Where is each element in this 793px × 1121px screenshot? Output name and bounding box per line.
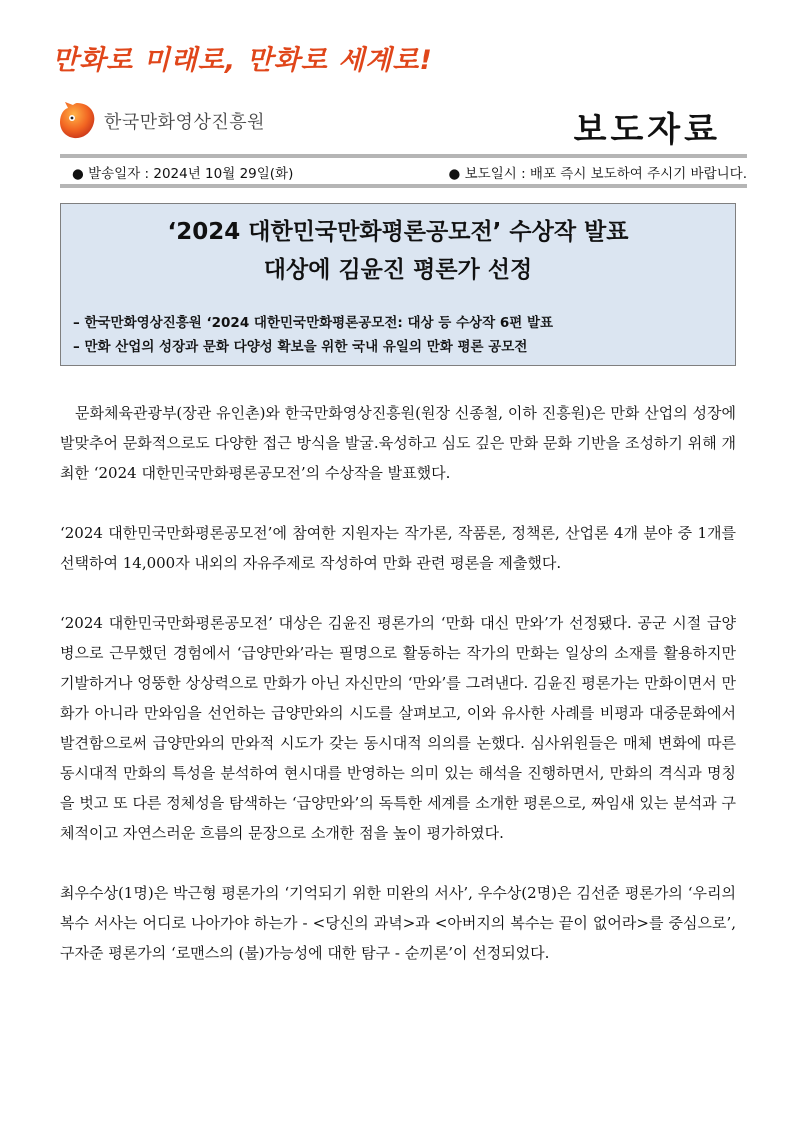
paragraph-1: 문화체육관광부(장관 유인촌)와 한국만화영상진흥원(원장 신종철, 이하 진흥원)은 만화 산업의 성장에 발맞추어 문화적으로도 다양한 접근 방식을 발굴․육성하고 심도 깊은 만화 문화 기반을 조성하기 위해 개최한 ‘2024 대한민국만화평론공모전’의 수상작을 발표했다. bbox=[60, 404, 736, 482]
release-item: ● 보도일시 : 배포 즉시 보도하여 주시기 바랍니다. bbox=[448, 166, 747, 182]
issue-date: 발송일자 : 2024년 10월 29일(화) bbox=[88, 166, 294, 182]
paragraph-4: 최우수상(1명)은 박근형 평론가의 ‘기억되기 위한 미완의 서사’, 우수상(2명)은 김선준 평론가의 ‘우리의 복수 서사는 어디로 나아가야 하는가 - <당신의 과녁>과 <아버지의 복수는 끝이 없어라>를 중심으로’, 구자준 평론가의 ‘로맨스의 (불)가능성에 대한 탐구 - 순끼론’이 선정되었다. bbox=[60, 884, 736, 962]
paragraph-2: ‘2024 대한민국만화평론공모전’에 참여한 지원자는 작가론, 작품론, 정책론, 산업론 4개 분야 중 1개를 선택하여 14,000자 내외의 자유주제로 작성하여 만화 관련 평론을 제출했다. bbox=[60, 524, 736, 572]
org-logo bbox=[56, 100, 265, 142]
header-rule-bottom bbox=[60, 184, 747, 188]
org-name: 한국만화영상진흥원 bbox=[104, 112, 265, 133]
release-note: 보도일시 : 배포 즉시 보도하여 주시기 바랍니다. bbox=[464, 166, 747, 182]
headline-box bbox=[60, 203, 736, 366]
header-rule-top bbox=[60, 154, 747, 158]
slogan: 만화로 미래로, 만화로 세계로! bbox=[52, 45, 433, 76]
headline-title bbox=[61, 213, 735, 289]
subheading-1: – 한국만화영상진흥원 ‘2024 대한민국만화평론공모전: 대상 등 수상작 6편 발표 bbox=[73, 315, 554, 331]
subheadings bbox=[73, 311, 735, 359]
doc-type-title: 보도자료 bbox=[573, 110, 721, 150]
article-body bbox=[60, 398, 736, 998]
org-logo-icon bbox=[56, 100, 98, 142]
subheading-2: – 만화 산업의 성장과 문화 다양성 확보을 위한 국내 유일의 만화 평론 공모전 bbox=[73, 339, 528, 355]
headline-line-1: ‘2024 대한민국만화평론공모전’ 수상작 발표 bbox=[167, 219, 629, 245]
issue-date-item: ● 발송일자 : 2024년 10월 29일(화) bbox=[72, 166, 294, 182]
headline-line-2: 대상에 김윤진 평론가 선정 bbox=[263, 257, 533, 283]
meta-row bbox=[60, 162, 747, 182]
paragraph-3: ‘2024 대한민국만화평론공모전’ 대상은 김윤진 평론가의 ‘만화 대신 만와’가 선정됐다. 공군 시절 급양병으로 근무했던 경험에서 ‘급양만와’라는 필명으로 활동하는 작가의 만화는 일상의 소재를 활용하지만 기발하거나 엉뚱한 상상력으로 만화가 아닌 자신만의 ‘만와’를 그려낸다. 김윤진 평론가는 만화이면서 만화가 아니라 만와임을 선언하는 급양만와의 시도를 살펴보고, 이와 유사한 사례를 비평과 대중문화에서 발견함으로써 급양만와의 만와적 시도가 갖는 동시대적 의의를 논했다. 심사위원들은 매체 변화에 따른 동시대적 만화의 특성을 분석하여 현시대를 반영하는 의미 있는 해석을 진행하면서, 만화의 격식과 명칭을 벗고 또 다른 정체성을 탐색하는 ‘급양만와’의 독특한 세계를 소개한 평론으로, 짜임새 있는 분석과 구체적이고 자연스러운 흐름의 문장으로 소개한 점을 높이 평가하였다. bbox=[60, 614, 736, 842]
